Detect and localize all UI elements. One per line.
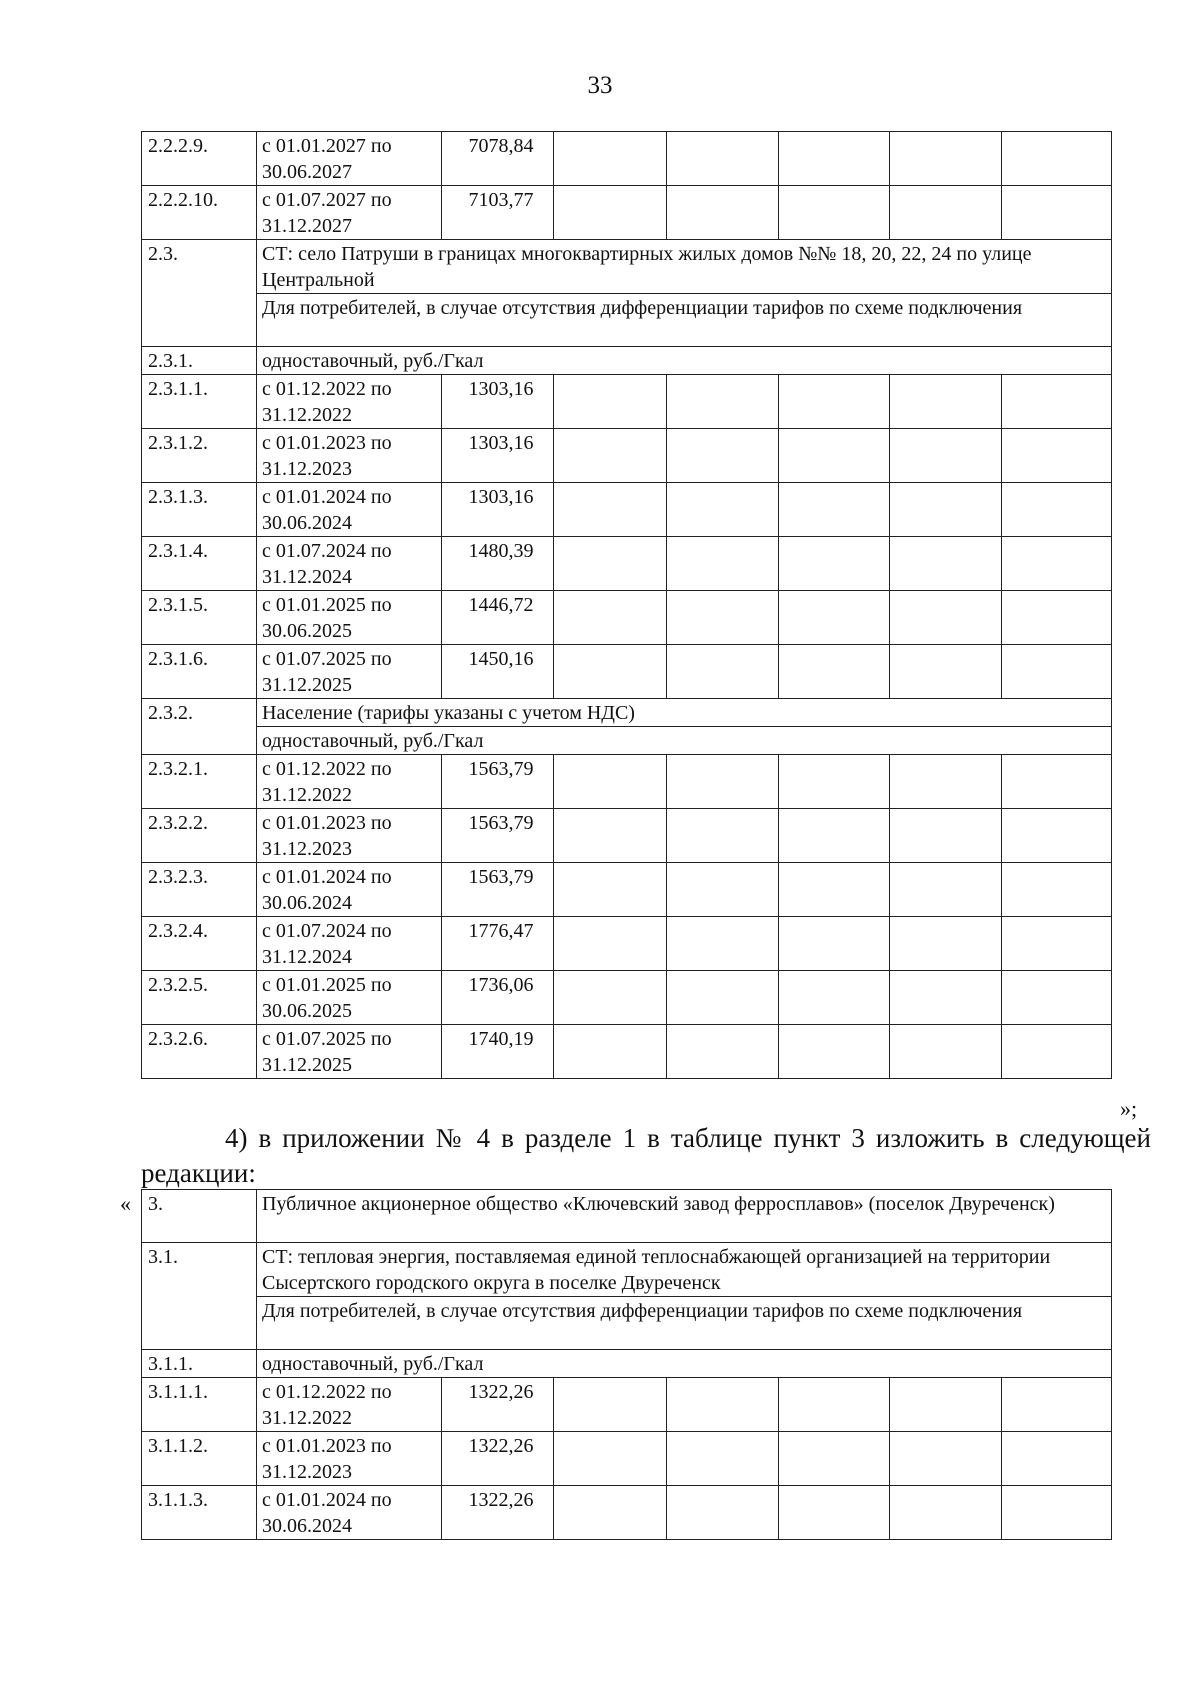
paragraph-line: 4) в приложении № 4 в разделе 1 в таблице пункт 3 изложить в следующей [225, 1123, 1151, 1153]
empty-cell [667, 863, 779, 917]
empty-cell [1002, 375, 1112, 429]
empty-cell [554, 483, 667, 537]
empty-cell [779, 809, 890, 863]
table-row [142, 294, 1112, 347]
empty-cell [554, 917, 667, 971]
table-row [142, 347, 1112, 375]
row-number: 2.3. [142, 240, 257, 347]
empty-cell [779, 1432, 890, 1486]
empty-cell [779, 755, 890, 809]
opening-quote: « [120, 1191, 131, 1216]
tariff-table [141, 131, 1112, 1079]
empty-cell [890, 645, 1002, 699]
empty-cell [779, 1378, 890, 1432]
empty-cell [554, 809, 667, 863]
row-number: 2.3.1.1. [142, 375, 257, 429]
period-cell: с 01.01.2025 по 30.06.2025 [257, 591, 442, 645]
row-number: 2.3.2.3. [142, 863, 257, 917]
table-row [142, 1378, 1112, 1432]
empty-cell [667, 186, 779, 240]
heading-cell: Для потребителей, в случае отсутствия дифференциации тарифов по схеме подключения [257, 294, 1112, 347]
row-number: 2.3.1.3. [142, 483, 257, 537]
empty-cell [1002, 186, 1112, 240]
table-row [142, 1486, 1112, 1540]
row-number: 2.3.2. [142, 699, 257, 755]
table-row [142, 971, 1112, 1025]
empty-cell [890, 483, 1002, 537]
empty-cell [890, 132, 1002, 186]
empty-cell [667, 1025, 779, 1079]
period-cell: с 01.07.2027 по 31.12.2027 [257, 186, 442, 240]
empty-cell [667, 483, 779, 537]
empty-cell [1002, 132, 1112, 186]
empty-cell [1002, 645, 1112, 699]
tariff-value: 1303,16 [442, 483, 554, 537]
row-number: 3.1.1. [142, 1350, 257, 1378]
tariff-value: 1480,39 [442, 537, 554, 591]
tariff-value: 1450,16 [442, 645, 554, 699]
empty-cell [1002, 755, 1112, 809]
period-cell: с 01.07.2024 по 31.12.2024 [257, 917, 442, 971]
closing-quote: »; [1120, 1096, 1138, 1121]
empty-cell [890, 186, 1002, 240]
period-cell: с 01.07.2024 по 31.12.2024 [257, 537, 442, 591]
empty-cell [554, 863, 667, 917]
table-row [142, 591, 1112, 645]
paragraph-line: редакции: [141, 1158, 256, 1188]
empty-cell [1002, 971, 1112, 1025]
table-row [142, 132, 1112, 186]
period-cell: с 01.01.2023 по 31.12.2023 [257, 809, 442, 863]
empty-cell [667, 1486, 779, 1540]
heading-cell: Публичное акционерное общество «Ключевский завод ферросплавов» (поселок Двуреченск) [257, 1190, 1112, 1243]
tariff-value: 7103,77 [442, 186, 554, 240]
period-cell: с 01.01.2027 по 30.06.2027 [257, 132, 442, 186]
empty-cell [890, 1378, 1002, 1432]
empty-cell [1002, 429, 1112, 483]
empty-cell [667, 645, 779, 699]
table-row [142, 1432, 1112, 1486]
row-number: 2.3.1.6. [142, 645, 257, 699]
period-cell: с 01.01.2023 по 31.12.2023 [257, 1432, 442, 1486]
empty-cell [667, 1378, 779, 1432]
row-number: 3.1.1.3. [142, 1486, 257, 1540]
empty-cell [1002, 809, 1112, 863]
tariff-value: 1740,19 [442, 1025, 554, 1079]
empty-cell [667, 971, 779, 1025]
empty-cell [779, 375, 890, 429]
empty-cell [1002, 863, 1112, 917]
table-row [142, 1350, 1112, 1378]
empty-cell [890, 809, 1002, 863]
empty-cell [779, 863, 890, 917]
empty-cell [554, 1025, 667, 1079]
table-row [142, 537, 1112, 591]
empty-cell [1002, 483, 1112, 537]
heading-cell: СТ: село Патруши в границах многоквартирных жилых домов №№ 18, 20, 22, 24 по улице Центральной [257, 240, 1112, 294]
row-number: 3.1.1.1. [142, 1378, 257, 1432]
heading-cell: одноставочный, руб./Гкал [257, 347, 1112, 375]
empty-cell [554, 537, 667, 591]
tariff-table [141, 1189, 1112, 1540]
table-row [142, 240, 1112, 294]
empty-cell [779, 1025, 890, 1079]
tariff-value: 1322,26 [442, 1432, 554, 1486]
empty-cell [554, 186, 667, 240]
table-row [142, 917, 1112, 971]
empty-cell [554, 429, 667, 483]
empty-cell [1002, 591, 1112, 645]
empty-cell [667, 1432, 779, 1486]
row-number: 2.2.2.9. [142, 132, 257, 186]
empty-cell [667, 132, 779, 186]
table-row [142, 645, 1112, 699]
empty-cell [1002, 1025, 1112, 1079]
heading-cell: одноставочный, руб./Гкал [257, 727, 1112, 755]
empty-cell [667, 375, 779, 429]
table-row [142, 863, 1112, 917]
table-row [142, 1025, 1112, 1079]
tariff-value: 1776,47 [442, 917, 554, 971]
empty-cell [890, 1432, 1002, 1486]
period-cell: с 01.07.2025 по 31.12.2025 [257, 645, 442, 699]
empty-cell [890, 591, 1002, 645]
row-number: 2.3.2.2. [142, 809, 257, 863]
empty-cell [890, 1486, 1002, 1540]
period-cell: с 01.12.2022 по 31.12.2022 [257, 375, 442, 429]
table-row [142, 483, 1112, 537]
period-cell: с 01.12.2022 по 31.12.2022 [257, 755, 442, 809]
empty-cell [779, 1486, 890, 1540]
heading-cell: одноставочный, руб./Гкал [257, 1350, 1112, 1378]
period-cell: с 01.01.2023 по 31.12.2023 [257, 429, 442, 483]
empty-cell [554, 1378, 667, 1432]
row-number: 2.3.1.4. [142, 537, 257, 591]
empty-cell [890, 375, 1002, 429]
table-row [142, 1297, 1112, 1350]
tariff-value: 1303,16 [442, 429, 554, 483]
empty-cell [554, 132, 667, 186]
empty-cell [890, 537, 1002, 591]
heading-cell: Для потребителей, в случае отсутствия дифференциации тарифов по схеме подключения [257, 1297, 1112, 1350]
empty-cell [779, 645, 890, 699]
empty-cell [779, 971, 890, 1025]
tariff-value: 1736,06 [442, 971, 554, 1025]
empty-cell [890, 755, 1002, 809]
empty-cell [1002, 1486, 1112, 1540]
tariff-value: 1563,79 [442, 755, 554, 809]
tariff-value: 1563,79 [442, 863, 554, 917]
table-row [142, 186, 1112, 240]
heading-cell: Население (тарифы указаны с учетом НДС) [257, 699, 1112, 727]
empty-cell [779, 186, 890, 240]
empty-cell [779, 591, 890, 645]
row-number: 2.3.2.4. [142, 917, 257, 971]
empty-cell [890, 917, 1002, 971]
empty-cell [554, 755, 667, 809]
empty-cell [1002, 1432, 1112, 1486]
empty-cell [667, 917, 779, 971]
empty-cell [890, 429, 1002, 483]
heading-cell: СТ: тепловая энергия, поставляемая единой теплоснабжающей организацией на территории Сысертского городского округа в поселке Двуреченск [257, 1243, 1112, 1297]
table-row [142, 809, 1112, 863]
empty-cell [667, 591, 779, 645]
row-number: 2.3.2.6. [142, 1025, 257, 1079]
row-number: 2.2.2.10. [142, 186, 257, 240]
table-row [142, 699, 1112, 727]
period-cell: с 01.01.2024 по 30.06.2024 [257, 1486, 442, 1540]
table-row [142, 429, 1112, 483]
row-number: 2.3.2.5. [142, 971, 257, 1025]
period-cell: с 01.01.2025 по 30.06.2025 [257, 971, 442, 1025]
table-row [142, 1190, 1112, 1243]
empty-cell [890, 971, 1002, 1025]
empty-cell [667, 537, 779, 591]
empty-cell [554, 591, 667, 645]
empty-cell [779, 537, 890, 591]
table-row [142, 375, 1112, 429]
row-number: 3.1. [142, 1243, 257, 1350]
table-row [142, 1243, 1112, 1297]
empty-cell [779, 483, 890, 537]
empty-cell [890, 1025, 1002, 1079]
empty-cell [779, 429, 890, 483]
tariff-value: 1322,26 [442, 1378, 554, 1432]
period-cell: с 01.01.2024 по 30.06.2024 [257, 863, 442, 917]
period-cell: с 01.12.2022 по 31.12.2022 [257, 1378, 442, 1432]
row-number: 2.3.2.1. [142, 755, 257, 809]
empty-cell [667, 429, 779, 483]
row-number: 2.3.1.5. [142, 591, 257, 645]
table-row [142, 755, 1112, 809]
tariff-value: 1303,16 [442, 375, 554, 429]
empty-cell [554, 1432, 667, 1486]
empty-cell [779, 917, 890, 971]
empty-cell [1002, 537, 1112, 591]
period-cell: с 01.01.2024 по 30.06.2024 [257, 483, 442, 537]
empty-cell [667, 755, 779, 809]
tariff-value: 7078,84 [442, 132, 554, 186]
page-number: 33 [587, 72, 613, 99]
period-cell: с 01.07.2025 по 31.12.2025 [257, 1025, 442, 1079]
tariff-value: 1322,26 [442, 1486, 554, 1540]
table-row [142, 727, 1112, 755]
empty-cell [779, 132, 890, 186]
row-number: 2.3.1.2. [142, 429, 257, 483]
row-number: 3.1.1.2. [142, 1432, 257, 1486]
empty-cell [1002, 917, 1112, 971]
empty-cell [890, 863, 1002, 917]
empty-cell [554, 971, 667, 1025]
row-number: 2.3.1. [142, 347, 257, 375]
empty-cell [667, 809, 779, 863]
empty-cell [554, 1486, 667, 1540]
tariff-value: 1446,72 [442, 591, 554, 645]
empty-cell [1002, 1378, 1112, 1432]
empty-cell [554, 375, 667, 429]
tariff-value: 1563,79 [442, 809, 554, 863]
row-number: 3. [142, 1190, 257, 1243]
empty-cell [554, 645, 667, 699]
